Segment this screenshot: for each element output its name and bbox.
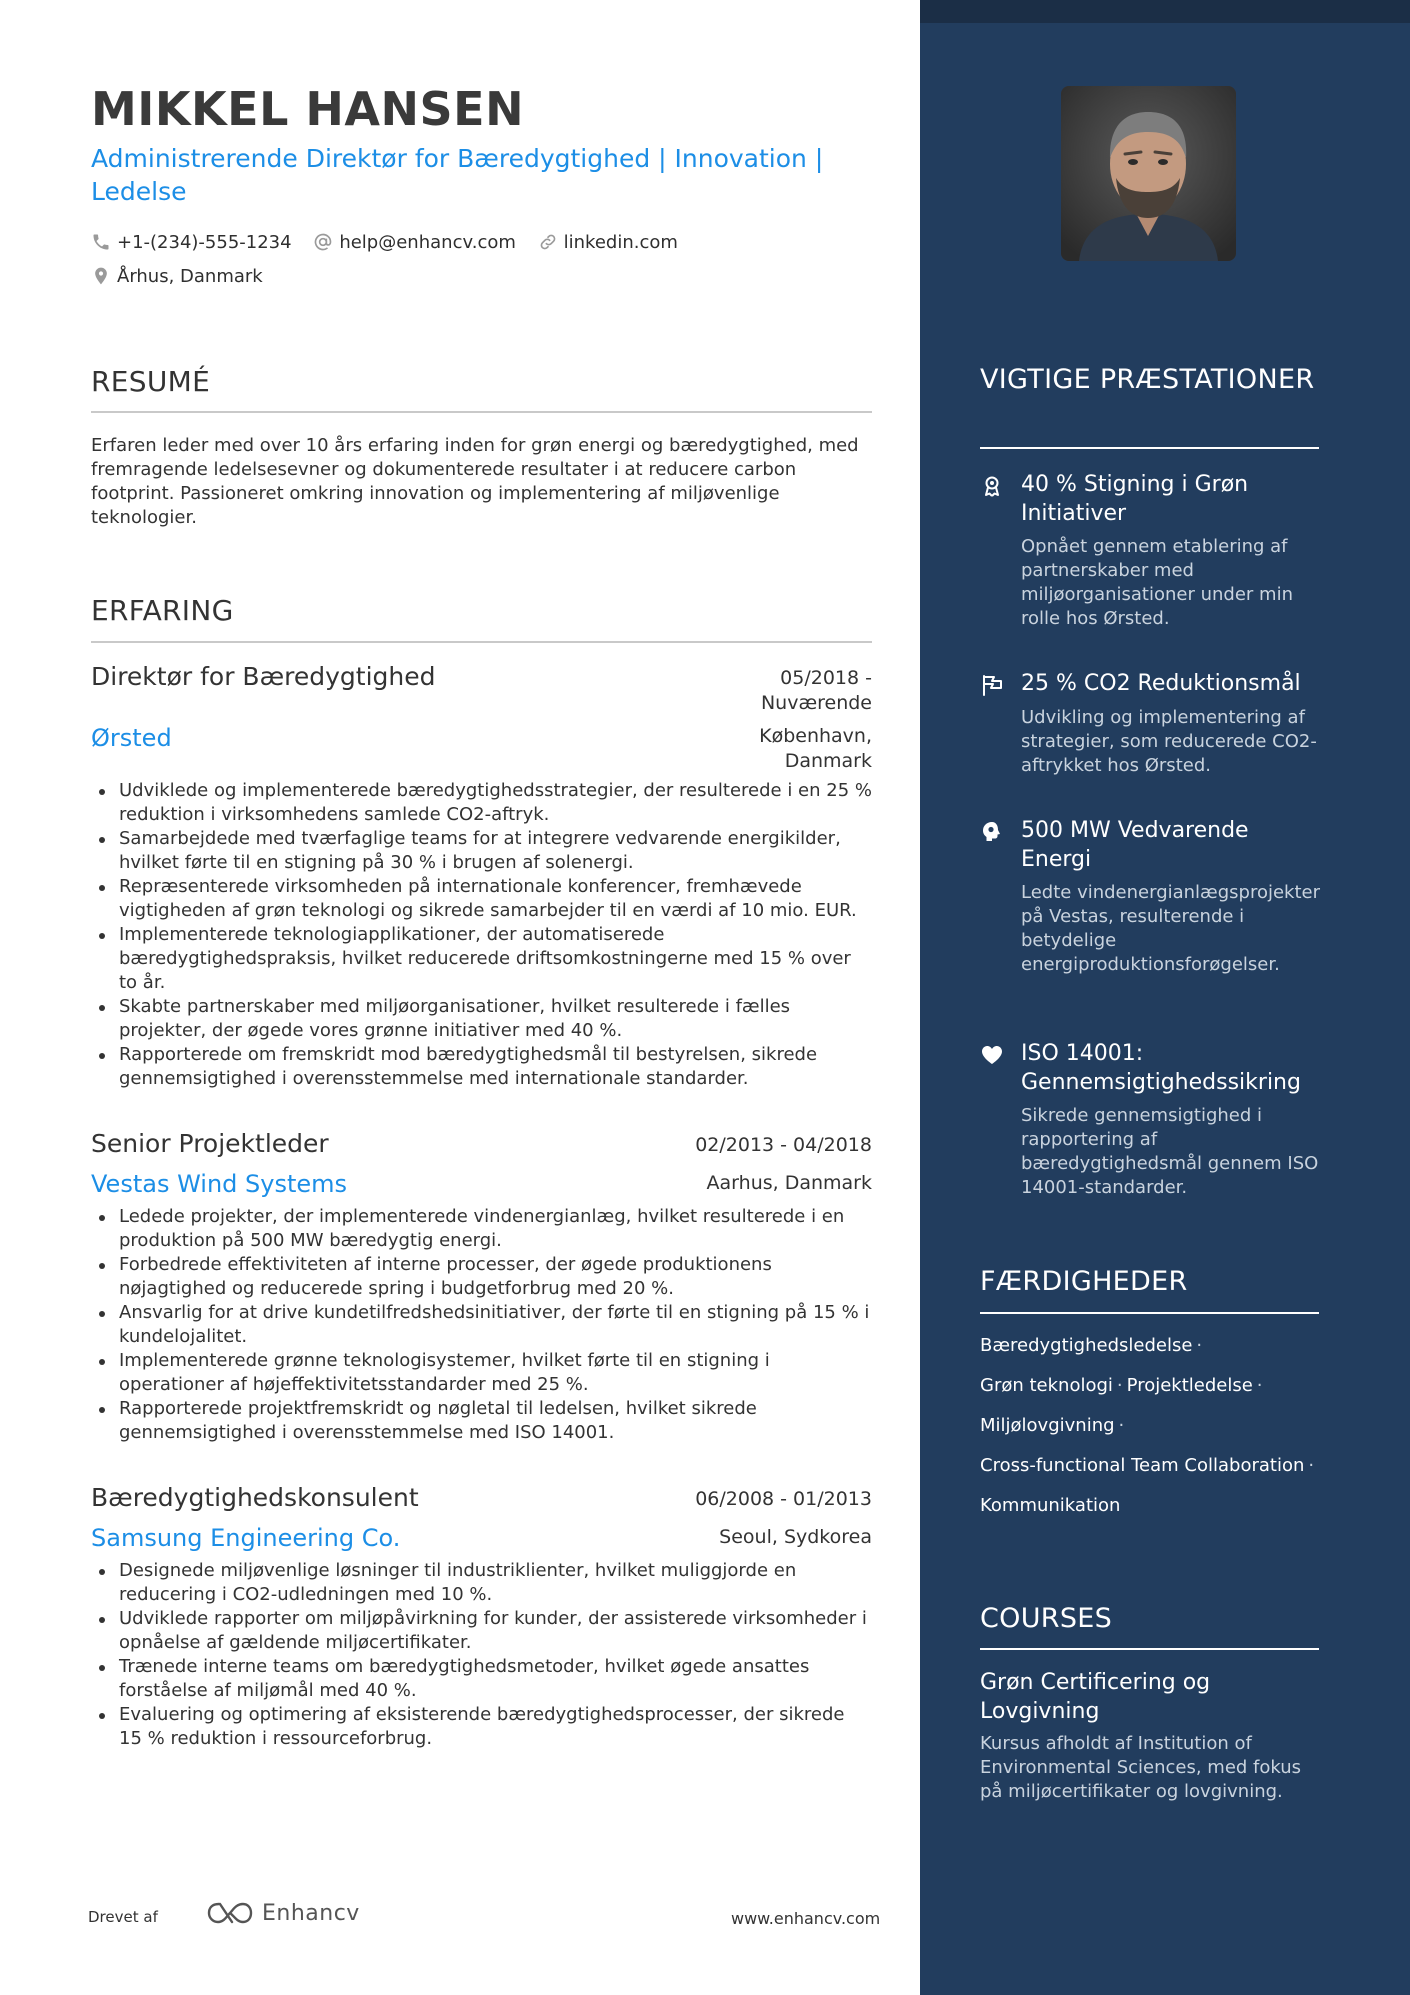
enhancv-brand-text: Enhancv	[262, 1900, 360, 1926]
bullet-item: Repræsenterede virksomheden på internationale konferencer, fremhævede vigtigheden af grøn teknologi og sikrede samarbejder til en værdi af 10 mio. EUR.	[91, 875, 872, 923]
skill-separator: ·	[1196, 1335, 1203, 1356]
enhancv-logo-icon	[206, 1900, 254, 1926]
summary-text: Erfaren leder med over 10 års erfaring inden for grøn energi og bæredygtighed, med fremragende ledelsesevner og dokumenterede resultater i at reducere carbon footprint. Passioneret omkring innovation og implementering af miljøvenlige teknologier.	[91, 435, 859, 528]
skill-separator: ·	[1118, 1415, 1125, 1436]
job-location	[759, 724, 872, 774]
email-text: help@enhancv.com	[339, 231, 516, 253]
profile-photo-image	[1061, 86, 1236, 261]
achievement-item	[980, 1039, 1320, 1209]
skill-item: Cross-functional Team Collaboration	[980, 1455, 1305, 1476]
job-title: Bæredygtighedskonsulent	[91, 1483, 419, 1512]
skill-item: Kommunikation	[980, 1495, 1121, 1516]
job-bullets	[91, 1205, 872, 1445]
job-date	[761, 666, 872, 716]
bullet-item: Evaluering og optimering af eksisterende bæredygtighedsprocesser, der sikrede 15 % reduktion i ressourceforbrug.	[91, 1703, 872, 1751]
job-entry	[91, 1483, 872, 1763]
bullet-item: Implementerede grønne teknologisystemer, hvilket førte til en stigning i operationer af højeffektivitetsstandarder med 25 %.	[91, 1349, 872, 1397]
skill-separator: ·	[1256, 1375, 1263, 1396]
email-contact[interactable]	[313, 229, 516, 255]
link-icon	[538, 232, 558, 252]
sidebar-top-bar	[920, 0, 1410, 23]
job-location: Seoul, Sydkorea	[719, 1526, 872, 1548]
achievement-title: ISO 14001: Gennemsigtighedssikring	[1021, 1041, 1301, 1095]
job-date: 02/2013 - 04/2018	[695, 1134, 872, 1156]
job-bullets	[91, 1559, 872, 1751]
skills-list	[980, 1329, 1320, 1529]
job-company[interactable]: Vestas Wind Systems	[91, 1170, 348, 1198]
bullet-item: Udviklede og implementerede bæredygtighedsstrategier, der resulterede i en 25 % reduktion i virksomhedens samlede CO2-aftryk.	[91, 779, 872, 827]
skill-item: Bæredygtighedsledelse	[980, 1335, 1193, 1356]
achievement-item	[980, 816, 1320, 1006]
skill-item: Projektledelse	[1126, 1375, 1253, 1396]
bullet-item: Implementerede teknologiapplikationer, der automatiserede bæredygtighedspraksis, hvilket reducerede driftsomkostningerne med 15 % over to år.	[91, 923, 872, 995]
skills-divider	[980, 1312, 1319, 1314]
summary-divider	[91, 411, 872, 413]
skill-item: Grøn teknologi	[980, 1375, 1113, 1396]
powered-by-text: Drevet af	[88, 1908, 158, 1926]
location-contact	[91, 263, 263, 289]
candidate-name: MIKKEL HANSEN	[91, 82, 525, 136]
idea-icon	[980, 820, 1004, 844]
heart-icon	[980, 1043, 1004, 1067]
linkedin-contact[interactable]	[538, 229, 678, 255]
achievements-divider	[980, 447, 1319, 449]
job-title: Senior Projektleder	[91, 1129, 329, 1158]
phone-text: +1-(234)-555-1234	[117, 231, 292, 253]
achievement-desc: Udvikling og implementering af strategier, som reducerede CO2-aftrykket hos Ørsted.	[1021, 707, 1317, 776]
job-date: 06/2008 - 01/2013	[695, 1488, 872, 1510]
footer-url[interactable]: www.enhancv.com	[731, 1909, 881, 1928]
course-title: Grøn Certificering og Lovgivning	[980, 1670, 1211, 1724]
job-entry	[91, 1129, 872, 1449]
bullet-item: Trænede interne teams om bæredygtighedsmetoder, hvilket øgede ansattes forståelse af miljømål med 40 %.	[91, 1655, 872, 1703]
linkedin-text: linkedin.com	[563, 231, 678, 253]
courses-title: COURSES	[980, 1603, 1113, 1634]
location-pin-icon	[91, 266, 111, 286]
profile-photo	[1061, 86, 1236, 261]
skills-title: FÆRDIGHEDER	[980, 1266, 1188, 1297]
bullet-item: Skabte partnerskaber med miljøorganisationer, hvilket resulterede i fælles projekter, der øgede vores grønne initiativer med 40 %.	[91, 995, 872, 1043]
bullet-item: Designede miljøvenlige løsninger til industriklienter, hvilket muliggjorde en reducering i CO2-udledningen med 10 %.	[91, 1559, 872, 1607]
skill-item: Miljølovgivning	[980, 1415, 1115, 1436]
achievement-desc: Opnået gennem etablering af partnerskaber med miljøorganisationer under min rolle hos Ørsted.	[1021, 536, 1293, 629]
job-location-line: København,	[759, 725, 872, 747]
job-date-line: 05/2018 -	[780, 667, 872, 689]
summary-title: RESUMÉ	[91, 365, 211, 398]
bullet-item: Samarbejdede med tværfaglige teams for at integrere vedvarende energikilder, hvilket førte til en stigning på 30 % i brugen af solenergi.	[91, 827, 872, 875]
sidebar	[920, 0, 1410, 1995]
job-date-line: Nuværende	[760, 692, 872, 714]
bullet-item: Forbedrede effektiviteten af interne processer, der øgede produktionens nøjagtighed og reducerede spring i budgetforbrug med 20 %.	[91, 1253, 872, 1301]
job-company[interactable]: Samsung Engineering Co.	[91, 1524, 401, 1552]
job-bullets	[91, 779, 872, 1091]
achievement-title: 500 MW Vedvarende Energi	[1021, 818, 1249, 872]
skill-separator: ·	[1308, 1455, 1315, 1476]
phone-icon	[91, 232, 111, 252]
phone-contact	[91, 229, 292, 255]
job-location: Aarhus, Danmark	[706, 1172, 872, 1194]
award-icon	[980, 474, 1004, 498]
bullet-item: Ansvarlig for at drive kundetilfredshedsinitiativer, der førte til en stigning på 15 % i kundelojalitet.	[91, 1301, 872, 1349]
experience-title: ERFARING	[91, 594, 234, 627]
at-icon	[313, 232, 333, 252]
bullet-item: Rapporterede om fremskridt mod bæredygtighedsmål til bestyrelsen, sikrede gennemsigtighed i overensstemmelse med internationale standarder.	[91, 1043, 872, 1091]
course-desc: Kursus afholdt af Institution of Environmental Sciences, med fokus på miljøcertifikater og lovgivning.	[980, 1733, 1302, 1802]
achievement-title: 25 % CO2 Reduktionsmål	[1021, 671, 1301, 696]
achievements-title: VIGTIGE PRÆSTATIONER	[980, 364, 1315, 395]
bullet-item: Udviklede rapporter om miljøpåvirkning for kunder, der assisterede virksomheder i opnåelse af gældende miljøcertifikater.	[91, 1607, 872, 1655]
job-entry	[91, 662, 872, 1092]
enhancv-logo[interactable]	[206, 1900, 360, 1926]
job-location-line: Danmark	[784, 750, 872, 772]
courses-divider	[980, 1648, 1319, 1650]
bullet-item: Ledede projekter, der implementerede vindenergianlæg, hvilket resulterede i en produktion på 500 MW bæredygtig energi.	[91, 1205, 872, 1253]
bullet-item: Rapporterede projektfremskridt og nøgletal til ledelsen, hvilket sikrede gennemsigtighed i overensstemmelse med ISO 14001.	[91, 1397, 872, 1445]
achievement-desc: Ledte vindenergianlægsprojekter på Vestas, resulterende i betydelige energiproduktionsforøgelser.	[1021, 882, 1321, 975]
contact-info	[91, 229, 891, 291]
experience-divider	[91, 641, 872, 643]
achievement-item	[980, 470, 1320, 630]
skill-separator: ·	[1116, 1375, 1123, 1396]
achievement-item	[980, 669, 1320, 789]
location-text: Århus, Danmark	[117, 265, 263, 287]
job-title: Direktør for Bæredygtighed	[91, 662, 436, 691]
headline: Administrerende Direktør for Bæredygtighed | Innovation | Ledelse	[91, 144, 824, 206]
job-company[interactable]: Ørsted	[91, 724, 172, 752]
flag-icon	[980, 673, 1004, 697]
achievement-desc: Sikrede gennemsigtighed i rapportering af bæredygtighedsmål gennem ISO 14001-standarder.	[1021, 1105, 1319, 1198]
achievement-title: 40 % Stigning i Grøn Initiativer	[1021, 472, 1249, 526]
